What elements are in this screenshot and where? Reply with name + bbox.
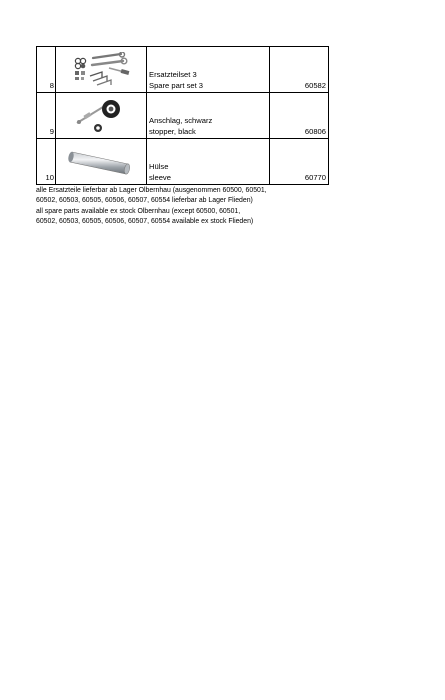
- part-image-cell: [56, 47, 147, 93]
- description-de: Anschlag, schwarz: [149, 116, 213, 125]
- part-code: 60582: [270, 47, 329, 93]
- table-row: [37, 139, 329, 185]
- spare-parts-table: [36, 46, 329, 185]
- table-row: [37, 93, 329, 139]
- note-line-en-2: 60502, 60503, 60505, 60506, 60507, 60554 available ex stock Flieden): [36, 218, 254, 226]
- part-image-cell: [56, 93, 147, 139]
- description-en: stopper, black: [149, 127, 196, 136]
- stopper-icon: [71, 96, 131, 136]
- part-number: 10: [37, 139, 56, 185]
- part-description: [147, 47, 270, 93]
- description-de: Hülse: [149, 162, 169, 171]
- note-line-de-2: 60502, 60503, 60505, 60506, 60507, 60554 lieferbar ab Lager Flieden): [36, 197, 253, 205]
- description-de: Ersatzteilset 3: [149, 70, 197, 79]
- part-number: 8: [37, 47, 56, 93]
- availability-notes: [36, 186, 267, 228]
- part-code: 60770: [270, 139, 329, 185]
- description-en: Spare part set 3: [149, 81, 204, 90]
- part-image-cell: [56, 139, 147, 185]
- table-row: [37, 47, 329, 93]
- note-line-de-1: alle Ersatzteile lieferbar ab Lager Olbernhau (ausgenommen 60500, 60501,: [36, 187, 267, 194]
- spare-part-set-icon: [71, 52, 131, 88]
- note-line-en-1: all spare parts available ex stock Olbernhau (except 60500, 60501,: [36, 207, 241, 215]
- part-description: [147, 139, 270, 185]
- part-description: [147, 93, 270, 139]
- description-en: sleeve: [149, 173, 171, 182]
- part-number: 9: [37, 93, 56, 139]
- part-code: 60806: [270, 93, 329, 139]
- sleeve-icon: [68, 142, 134, 182]
